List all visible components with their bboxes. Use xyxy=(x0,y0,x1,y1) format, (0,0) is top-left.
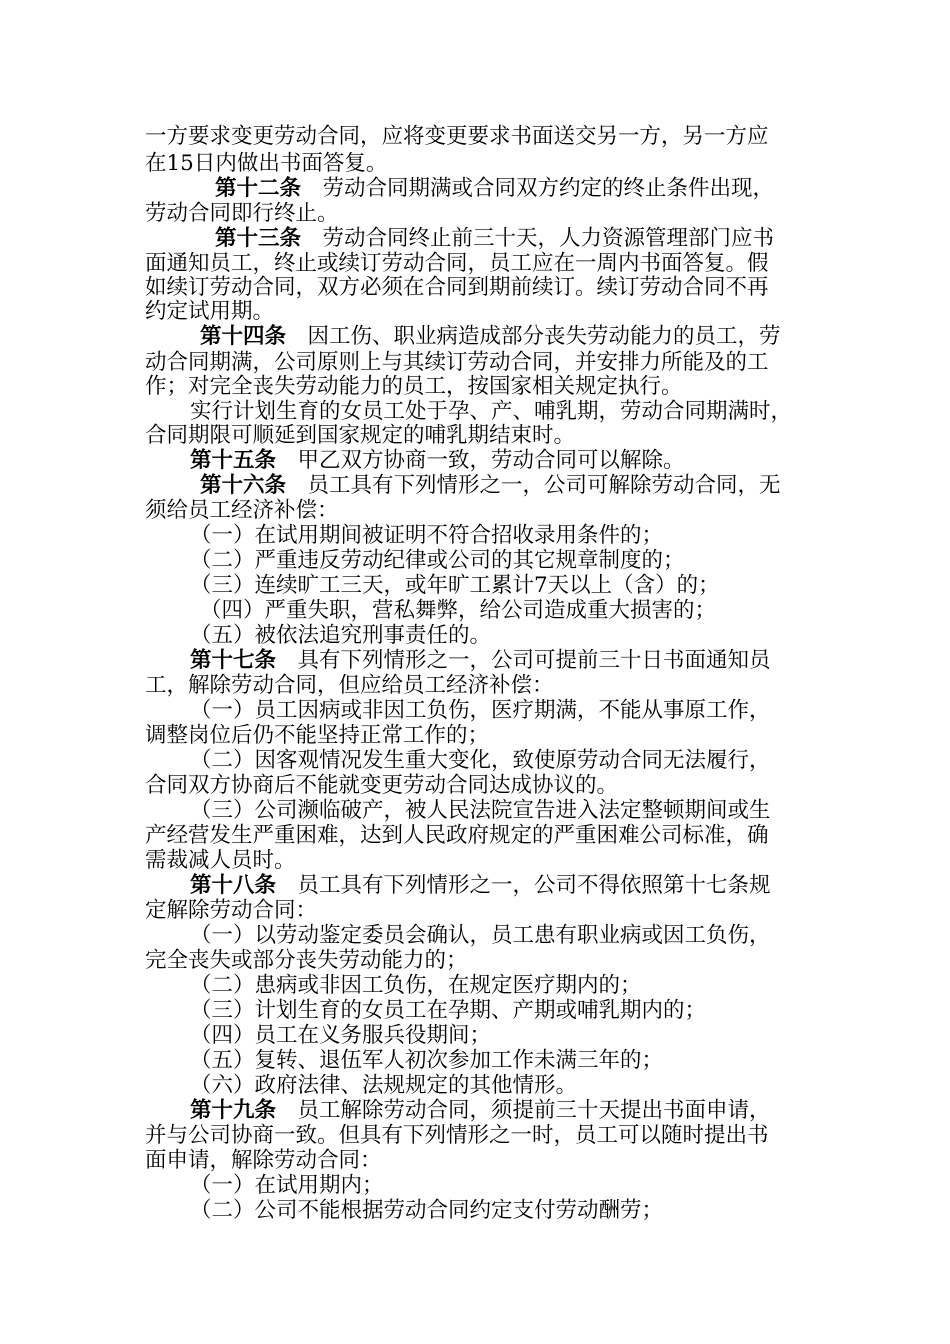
text-line: 员工具有下列情形之一，公司不得依照第十七条规 xyxy=(297,873,771,898)
list-item: （一）在试用期内； xyxy=(190,1173,384,1198)
text-line: 甲乙双方协商一致，劳动合同可以解除。 xyxy=(297,448,685,473)
text-line: 作；对完全丧失劳动能力的员工，按国家相关规定执行。 xyxy=(145,374,683,399)
article-16-heading: 第十六条 xyxy=(200,473,287,498)
list-item: （一）员工因病或非因工负伤，医疗期满，不能从事原工作， xyxy=(190,698,771,723)
list-item: （一）以劳动鉴定委员会确认，员工患有职业病或因工负伤， xyxy=(190,923,771,948)
text-line: 动合同期满，公司原则上与其续订劳动合同，并安排力所能及的工 xyxy=(145,350,769,375)
text-line: 需裁减人员时。 xyxy=(145,848,296,873)
text-line: 劳动合同即行终止。 xyxy=(145,201,339,226)
article-18 xyxy=(190,872,771,900)
list-item: （四）严重失职，营私舞弊，给公司造成重大损害的； xyxy=(200,598,717,623)
article-19 xyxy=(190,1097,771,1125)
text-line: 面申请，解除劳动合同： xyxy=(145,1148,382,1173)
text-line: 面通知员工，终止或续订劳动合同，员工应在一周内书面答复。假 xyxy=(145,251,769,276)
list-item: （二）因客观情况发生重大变化，致使原劳动合同无法履行， xyxy=(190,748,771,773)
list-item: （二）患病或非因工负伤，在规定医疗期内的； xyxy=(190,973,642,998)
list-item: （四）员工在义务服兵役期间； xyxy=(190,1023,492,1048)
article-18-heading: 第十八条 xyxy=(190,873,277,898)
article-15 xyxy=(190,447,685,475)
article-12 xyxy=(215,175,774,203)
article-16 xyxy=(200,472,781,500)
list-item: （五）被依法追究刑事责任的。 xyxy=(190,623,492,648)
text-line: 调整岗位后仍不能坚持正常工作的； xyxy=(145,723,490,748)
list-item: （五）复转、退伍军人初次参加工作未满三年的； xyxy=(190,1048,664,1073)
text-line: 约定试用期。 xyxy=(145,299,275,324)
article-17-heading: 第十七条 xyxy=(190,648,277,673)
text-line: 劳动合同期满或合同双方约定的终止条件出现， xyxy=(322,176,775,201)
text-line: 员工解除劳动合同，须提前三十天提出书面申请， xyxy=(297,1098,771,1123)
list-item: （三）连续旷工三天，或年旷工累计7天以上（含）的； xyxy=(190,573,720,598)
list-item: （一）在试用期间被证明不符合招收录用条件的； xyxy=(190,523,664,548)
text-line: 如续订劳动合同，双方必须在合同到期前续订。续订劳动合同不再 xyxy=(145,275,769,300)
text-line: 一方要求变更劳动合同，应将变更要求书面送交另一方，另一方应 xyxy=(145,124,769,149)
text-line: 劳动合同终止前三十天，人力资源管理部门应书 xyxy=(322,226,775,251)
article-15-heading: 第十五条 xyxy=(190,448,277,473)
text-line: 工，解除劳动合同，但应给员工经济补偿： xyxy=(145,673,554,698)
text-line: 合同双方协商后不能就变更劳动合同达成协议的。 xyxy=(145,773,619,798)
text-line: 产经营发生严重困难，达到人民政府规定的严重困难公司标准，确 xyxy=(145,823,769,848)
text-line: 具有下列情形之一，公司可提前三十日书面通知员 xyxy=(297,648,771,673)
list-item: （二）严重违反劳动纪律或公司的其它规章制度的； xyxy=(190,548,685,573)
list-item: （六）政府法律、法规规定的其他情形。 xyxy=(190,1073,578,1098)
text-line: 合同期限可顺延到国家规定的哺乳期结束时。 xyxy=(145,423,576,448)
text-line: 实行计划生育的女员工处于孕、产、哺乳期，劳动合同期满时， xyxy=(190,399,793,424)
text-line: 须给员工经济补偿： xyxy=(145,498,339,523)
list-item: （三）公司濒临破产，被人民法院宣告进入法定整顿期间或生 xyxy=(190,798,771,823)
article-13 xyxy=(215,225,774,253)
text-line: 完全丧失或部分丧失劳动能力的； xyxy=(145,948,468,973)
article-19-heading: 第十九条 xyxy=(190,1098,277,1123)
article-17 xyxy=(190,647,771,675)
article-12-heading: 第十二条 xyxy=(215,176,302,201)
text-line: 因工伤、职业病造成部分丧失劳动能力的员工，劳 xyxy=(307,324,781,349)
text-line: 在15日内做出书面答复。 xyxy=(145,151,388,176)
text-line: 定解除劳动合同： xyxy=(145,898,318,923)
article-14-heading: 第十四条 xyxy=(200,324,287,349)
text-line: 员工具有下列情形之一，公司可解除劳动合同，无 xyxy=(307,473,781,498)
list-item: （二）公司不能根据劳动合同约定支付劳动酬劳； xyxy=(190,1198,664,1223)
article-13-heading: 第十三条 xyxy=(215,226,302,251)
text-line: 并与公司协商一致。但具有下列情形之一时，员工可以随时提出书 xyxy=(145,1123,769,1148)
list-item: （三）计划生育的女员工在孕期、产期或哺乳期内的； xyxy=(190,998,707,1023)
article-14 xyxy=(200,323,781,351)
